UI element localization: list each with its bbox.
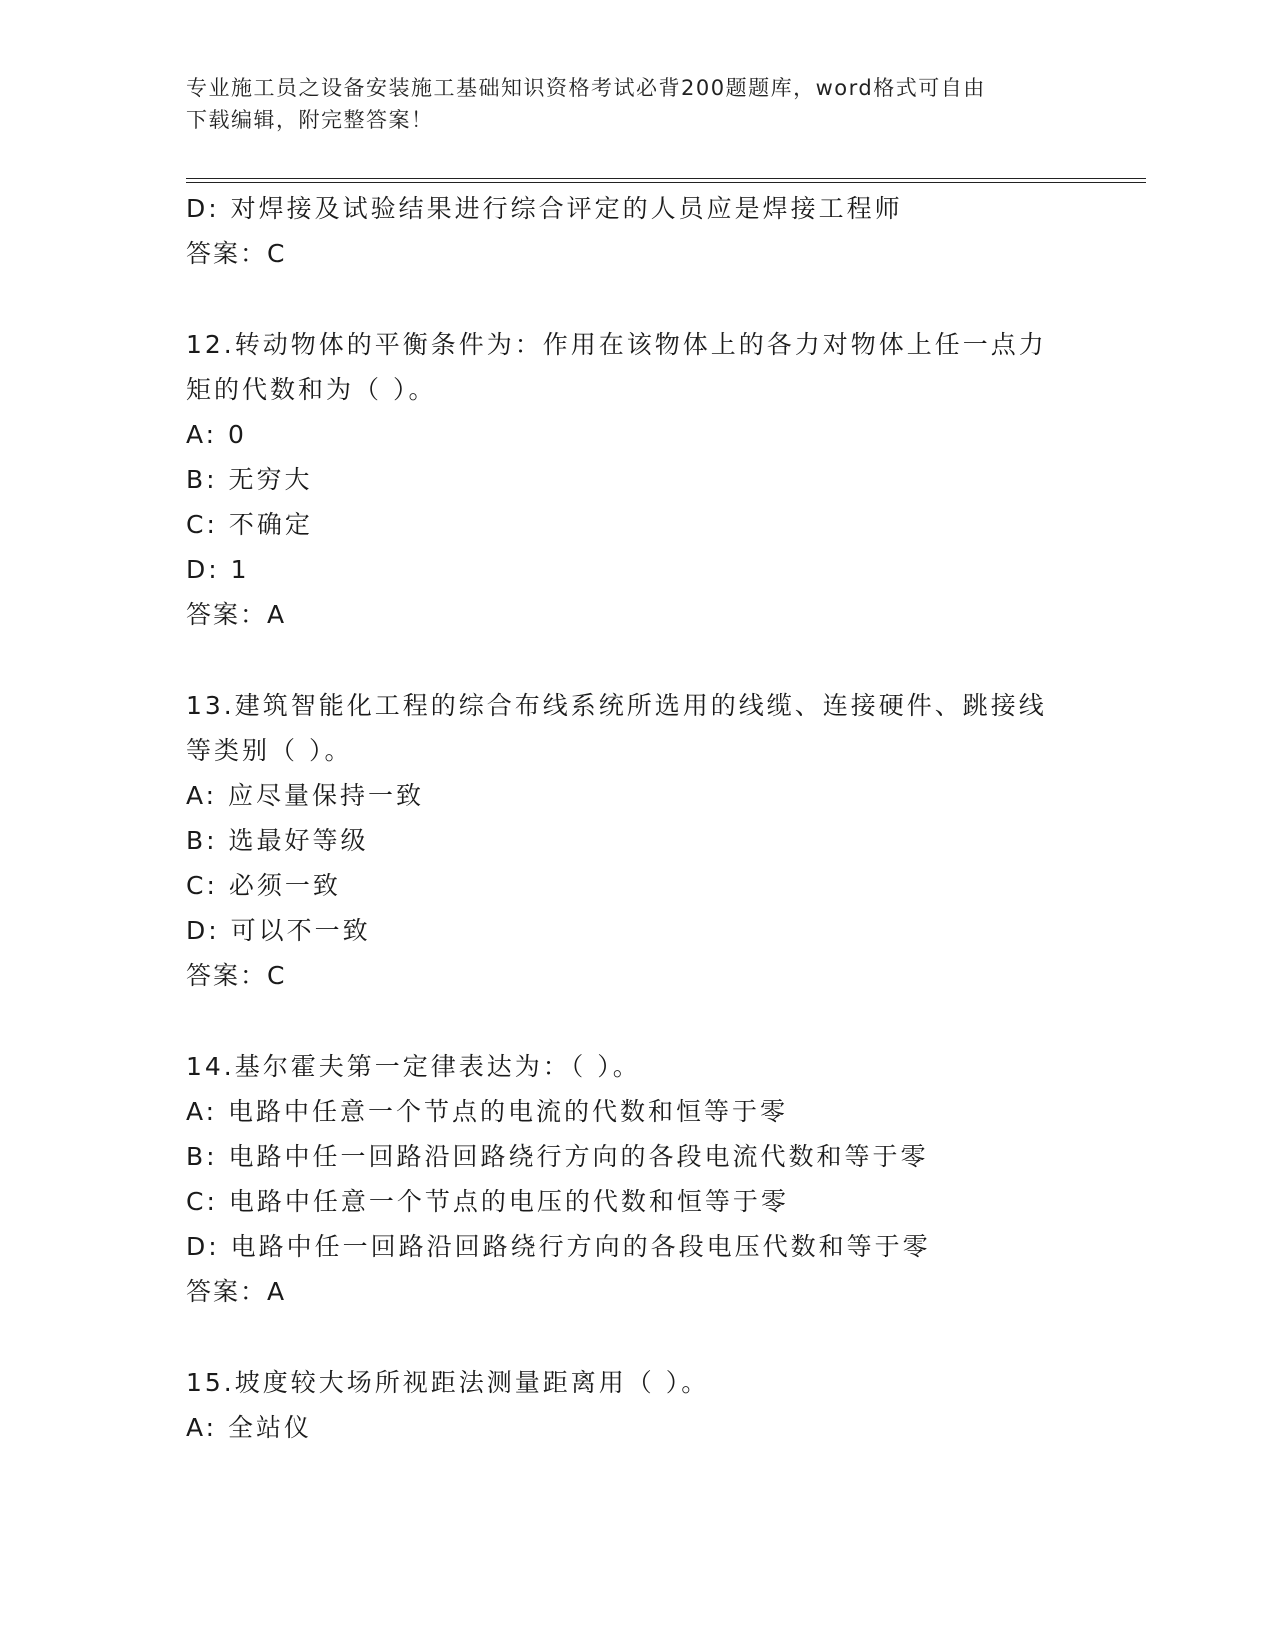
document-body [186,186,1086,1450]
header-line-2: 下载编辑，附完整答案！ [186,108,434,132]
question-15 [186,1360,1086,1450]
option-a: A: 电路中任意一个节点的电流的代数和恒等于零 [186,1097,789,1126]
option-c: C: 不确定 [186,510,313,539]
question-13 [186,683,1086,998]
header-line-1: 专业施工员之设备安装施工基础知识资格考试必背200题题库，word格式可自由 [186,76,986,100]
option-d: D: 电路中任一回路沿回路绕行方向的各段电压代数和等于零 [186,1232,931,1261]
question-text: 12.转动物体的平衡条件为：作用在该物体上的各力对物体上任一点力 [186,330,1047,359]
option-d: D: 1 [186,555,250,584]
header-divider [186,178,1146,183]
question-11-tail [186,186,1086,276]
option-d: D: 对焊接及试验结果进行综合评定的人员应是焊接工程师 [186,194,903,223]
option-c: C: 必须一致 [186,871,341,900]
spacer [186,1314,1086,1360]
spacer [186,637,1086,683]
option-a: A: 0 [186,420,247,449]
page-header [186,72,1066,136]
option-c: C: 电路中任意一个节点的电压的代数和恒等于零 [186,1187,789,1216]
answer-line: 答案：C [186,961,287,990]
option-a: A: 全站仪 [186,1413,313,1442]
question-text: 15.坡度较大场所视距法测量距离用（ ）。 [186,1368,710,1397]
question-14 [186,1044,1086,1314]
answer-line: 答案：A [186,1277,287,1306]
answer-line: 答案：A [186,600,287,629]
spacer [186,276,1086,322]
spacer [186,998,1086,1044]
question-12 [186,322,1086,637]
question-text: 矩的代数和为（ ）。 [186,375,437,404]
option-b: B: 电路中任一回路沿回路绕行方向的各段电流代数和等于零 [186,1142,929,1171]
option-b: B: 选最好等级 [186,826,369,855]
question-text: 14.基尔霍夫第一定律表达为：（ ）。 [186,1052,641,1081]
question-text: 13.建筑智能化工程的综合布线系统所选用的线缆、连接硬件、跳接线 [186,691,1047,720]
question-text: 等类别（ ）。 [186,736,353,765]
option-d: D: 可以不一致 [186,916,371,945]
option-a: A: 应尽量保持一致 [186,781,425,810]
answer-line: 答案：C [186,239,287,268]
option-b: B: 无穷大 [186,465,313,494]
